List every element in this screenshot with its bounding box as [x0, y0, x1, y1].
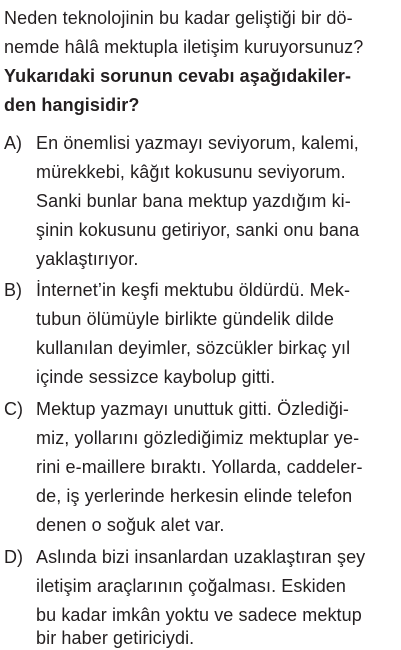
option-d-line-1: Aslında bizi insanlardan uzaklaştıran şey [36, 547, 366, 567]
question-prompt-line-2: den hangisidir? [4, 95, 140, 115]
question-prompt-line-1: Yukarıdaki sorunun cevabı aşağıdakiler- [4, 66, 352, 86]
option-a-line-3: Sanki bunlar bana mektup yazdığım ki- [36, 191, 351, 211]
option-c-line-2: miz, yollarını gözlediğimiz mektuplar ye- [36, 428, 360, 448]
option-c-letter[interactable]: C) [4, 399, 23, 419]
option-d-line-3: bu kadar imkân yoktu ve sadece mektup [36, 605, 362, 625]
option-b-line-1: İnternet’in keşfi mektubu öldürdü. Mek- [36, 280, 351, 300]
option-d-line-4: bir haber getiriciydi. [36, 628, 195, 648]
option-a-line-2: mürekkebi, kâğıt kokusunu seviyorum. [36, 162, 346, 182]
option-c-line-1: Mektup yazmayı unuttuk gitti. Özlediği- [36, 399, 350, 419]
option-a-letter[interactable]: A) [4, 133, 22, 153]
option-b-line-2: tubun ölümüyle birlikte gündelik dilde [36, 309, 334, 329]
option-c-line-5: denen o soğuk alet var. [36, 515, 225, 535]
option-d-line-2: iletişim araçlarının çoğalması. Eskiden [36, 576, 347, 596]
option-c-line-4: de, iş yerlerinde herkesin elinde telefon [36, 486, 353, 506]
option-a-line-1: En önemlisi yazmayı seviyorum, kalemi, [36, 133, 359, 153]
question-stem-line-2: nemde hâlâ mektupla iletişim kuruyorsunuz? [4, 37, 364, 57]
option-d-letter[interactable]: D) [4, 547, 23, 567]
option-b-line-4: içinde sessizce kaybolup gitti. [36, 367, 276, 387]
option-b-line-3: kullanılan deyimler, sözcükler birkaç yıl [36, 338, 351, 358]
option-c-line-3: rini e-maillere bıraktı. Yollarda, caddeler- [36, 457, 363, 477]
option-a-line-5: yaklaştırıyor. [36, 249, 139, 269]
option-a-line-4: şinin kokusunu getiriyor, sanki onu bana [36, 220, 360, 240]
option-b-letter[interactable]: B) [4, 280, 22, 300]
question-stem-line-1: Neden teknolojinin bu kadar geliştiği bir dö- [4, 8, 353, 28]
